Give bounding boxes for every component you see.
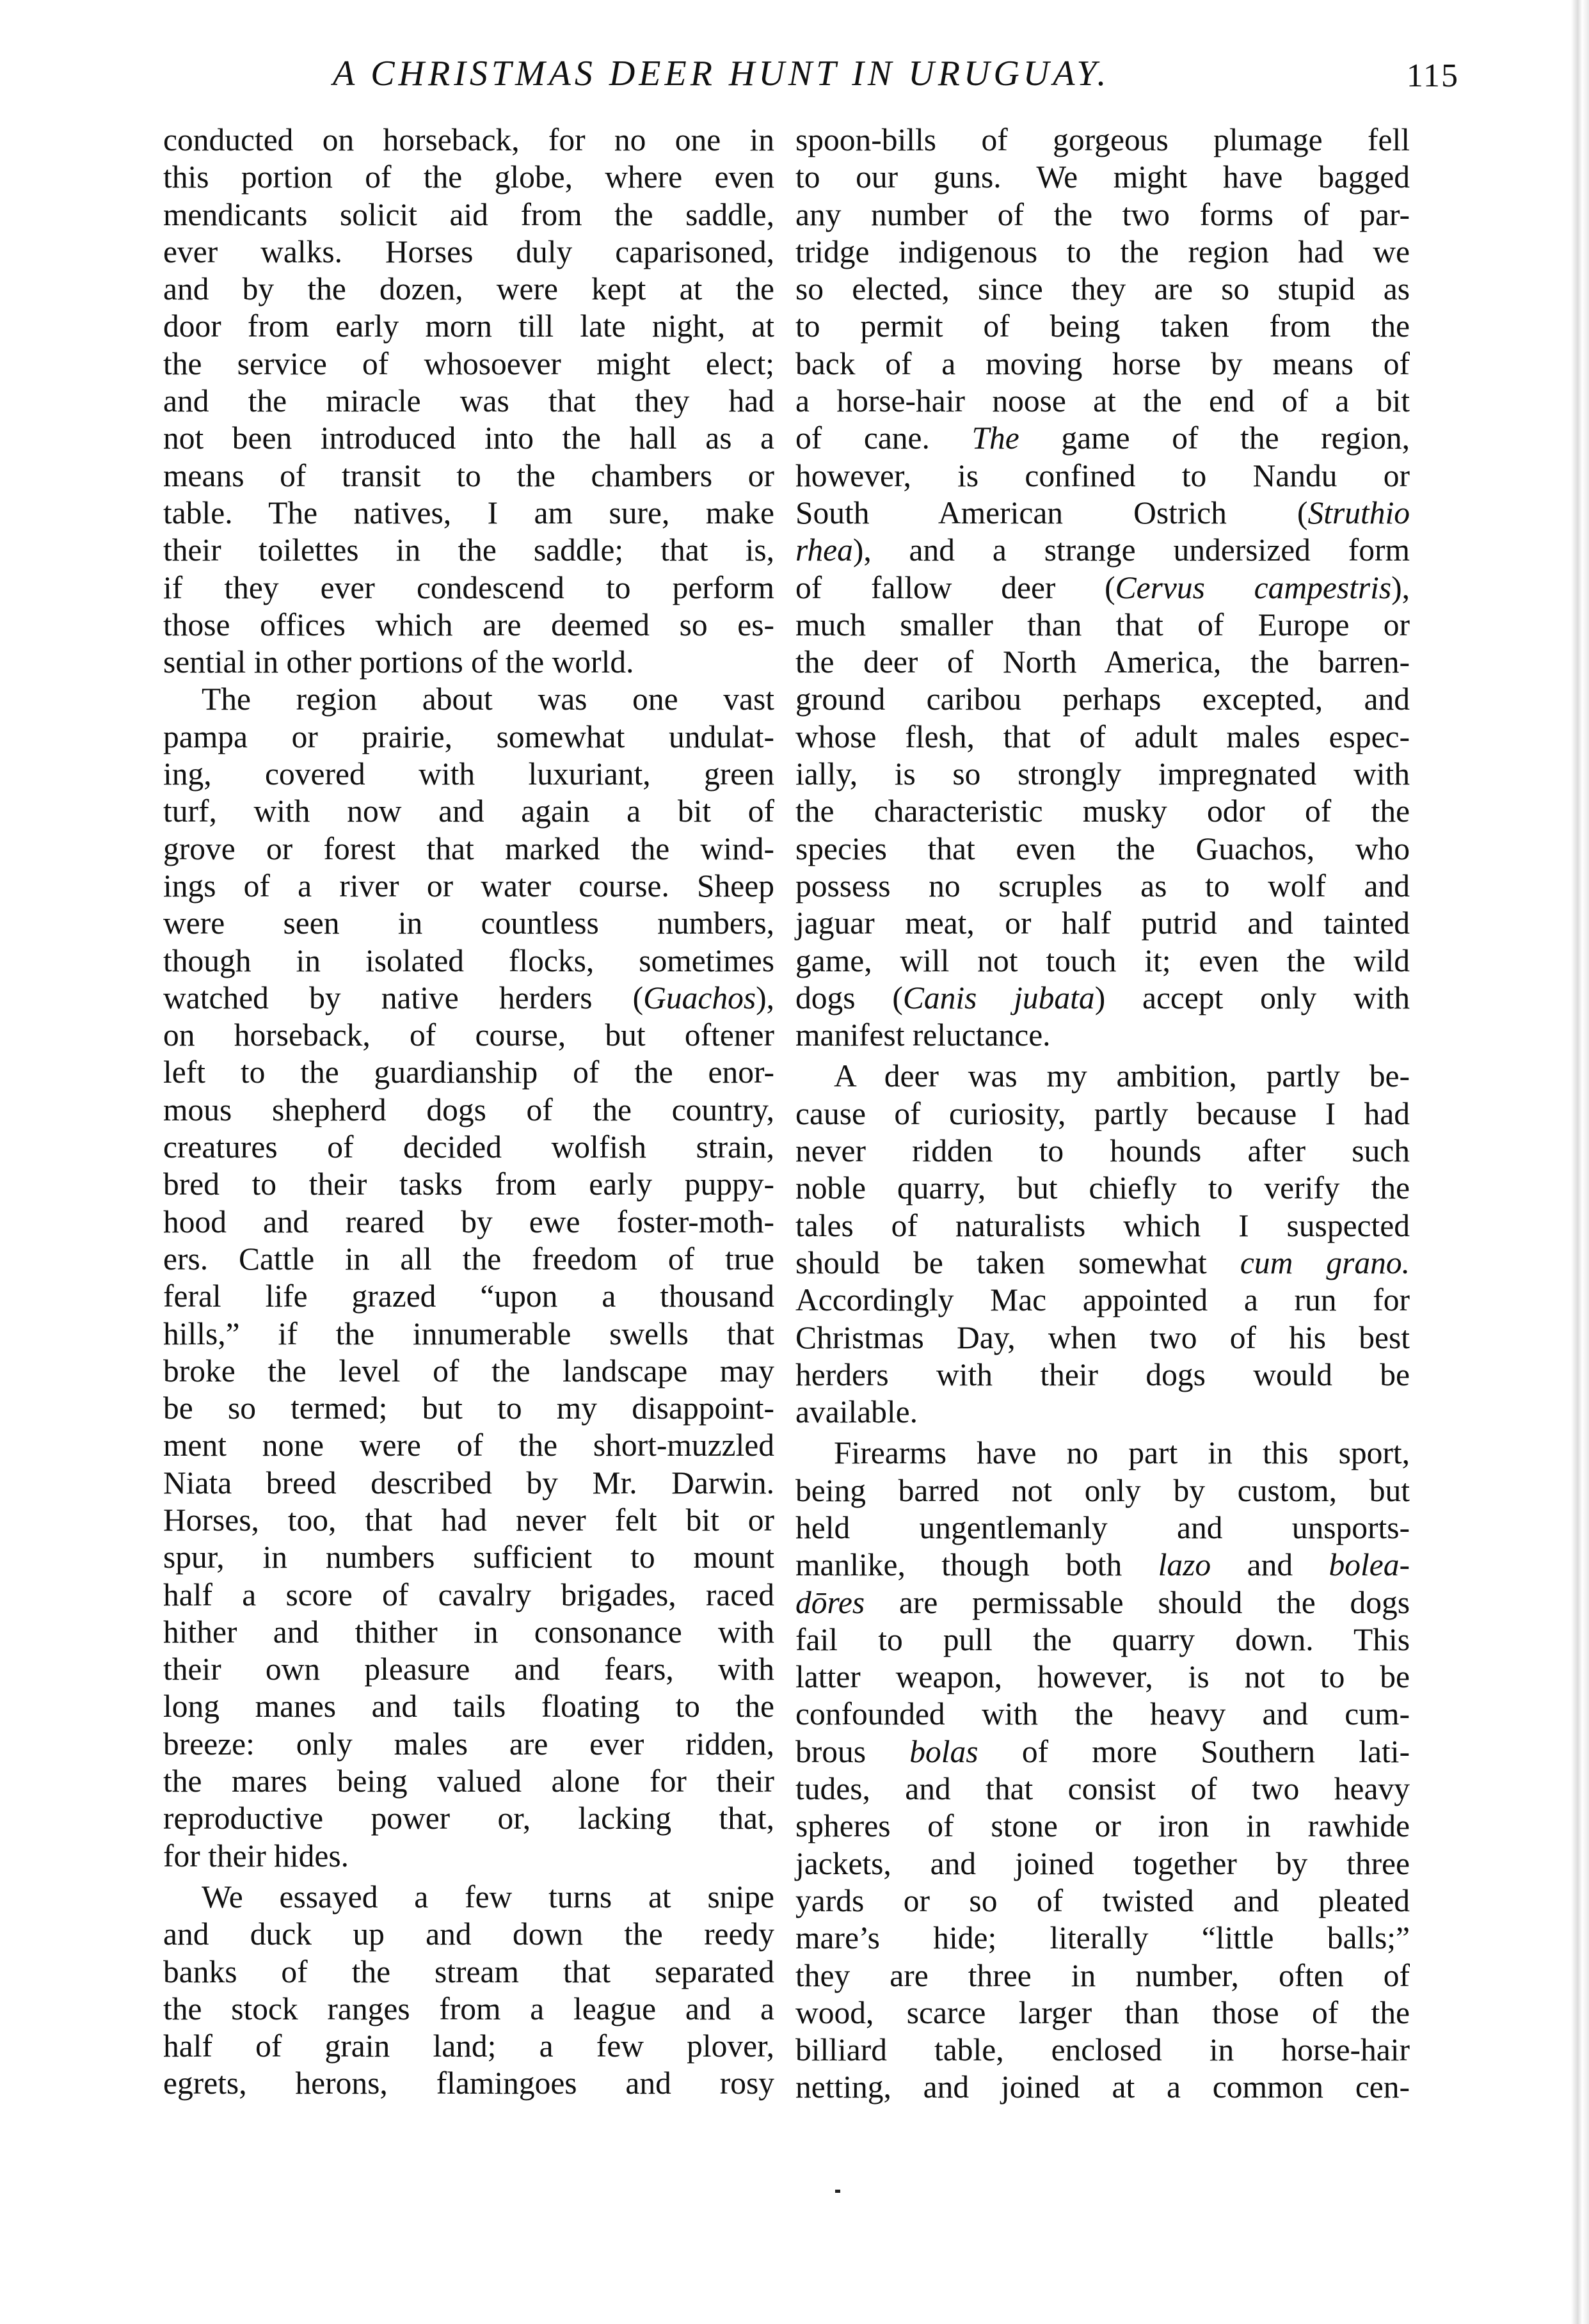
text-line: be so termed; but to my disappoint-	[163, 1390, 774, 1426]
text-line: We essayed a few turns at snipe	[202, 1879, 774, 1914]
text-line: table. The natives, I am sure, make	[163, 495, 774, 530]
text-line: to our guns. We might have bagged	[795, 159, 1410, 195]
text-line: ing, covered with luxuriant, green	[163, 756, 774, 792]
text-line: noble quarry, but chiefly to verify the	[795, 1170, 1410, 1206]
text-line: and duck up and down the reedy	[163, 1916, 774, 1952]
text-line: the service of whosoever might elect;	[163, 346, 774, 381]
text-line: cause of curiosity, partly because I had	[795, 1095, 1410, 1131]
text-line: to permit of being taken from the	[795, 308, 1410, 344]
text-line: ers. Cattle in all the freedom of true	[163, 1241, 774, 1277]
text-line: manifest reluctance.	[795, 1017, 1051, 1053]
text-line: The region about was one vast	[202, 681, 774, 717]
text-line: jackets, and joined together by three	[795, 1845, 1410, 1881]
text-line: left to the guardianship of the enor-	[163, 1055, 774, 1090]
text-line: pampa or prairie, somewhat undulat-	[163, 719, 774, 754]
text-line: spheres of stone or iron in rawhide	[795, 1808, 1410, 1844]
text-line: game, will not touch it; even the wild	[795, 943, 1410, 978]
text-line: spur, in numbers sufficient to mount	[163, 1540, 774, 1575]
text-line: back of a moving horse by means of	[795, 346, 1410, 381]
text-line: their toilettes in the saddle; that is,	[163, 532, 774, 568]
text-line: a horse-hair noose at the end of a bit	[795, 383, 1410, 419]
text-line: spoon-bills of gorgeous plumage fell	[795, 122, 1410, 157]
text-line: netting, and joined at a common cen-	[795, 2069, 1410, 2105]
text-line: though in isolated flocks, sometimes	[163, 943, 774, 978]
print-mark	[835, 2190, 840, 2193]
text-line: rhea), and a strange undersized form	[795, 532, 1410, 568]
text-line: billiard table, enclosed in horse-hair	[795, 2032, 1410, 2068]
text-line: the mares being valued alone for their	[163, 1763, 774, 1799]
text-line: not been introduced into the hall as a	[163, 420, 774, 456]
text-line: species that even the Guachos, who	[795, 831, 1410, 866]
scan-edge-shadow	[1544, 0, 1589, 2324]
text-line: available.	[795, 1394, 918, 1430]
page-number: 115	[1406, 58, 1459, 94]
text-line: reproductive power or, lacking that,	[163, 1801, 774, 1836]
right-column	[795, 122, 1410, 2106]
text-line: ground caribou perhaps excepted, and	[795, 681, 1410, 717]
text-line: half a score of cavalry brigades, raced	[163, 1577, 774, 1612]
text-line: much smaller than that of Europe or	[795, 607, 1410, 642]
text-line: ment none were of the short-muzzled	[163, 1428, 774, 1463]
paragraph-horseback	[163, 122, 774, 681]
text-line: for their hides.	[163, 1838, 349, 1874]
text-line: creatures of decided wolfish strain,	[163, 1129, 774, 1165]
text-line: whose flesh, that of adult males espec-	[795, 719, 1410, 754]
text-line: any number of the two forms of par-	[795, 196, 1410, 232]
text-line: hills,” if the innumerable swells that	[163, 1316, 774, 1351]
text-line: Christmas Day, when two of his best	[795, 1319, 1410, 1355]
text-line: hither and thither in consonance with	[163, 1614, 774, 1650]
text-line: mendicants solicit aid from the saddle,	[163, 196, 774, 232]
text-line: they are three in number, often of	[795, 1957, 1410, 1993]
text-line: ever walks. Horses duly caparisoned,	[163, 234, 774, 269]
text-line: however, is confined to Nandu or	[795, 458, 1410, 493]
text-line: confounded with the heavy and cum-	[795, 1696, 1410, 1732]
text-line: the stock ranges from a league and a	[163, 1991, 774, 2026]
text-line: long manes and tails floating to the	[163, 1689, 774, 1724]
text-line: banks of the stream that separated	[163, 1954, 774, 1989]
text-line: so elected, since they are so stupid as	[795, 271, 1410, 307]
text-line: Firearms have no part in this sport,	[834, 1435, 1410, 1471]
text-line: on horseback, of course, but oftener	[163, 1017, 774, 1053]
text-line: feral life grazed “upon a thousand	[163, 1278, 774, 1314]
text-line: latter weapon, however, is not to be	[795, 1659, 1410, 1695]
text-line: turf, with now and again a bit of	[163, 793, 774, 829]
text-line: mous shepherd dogs of the country,	[163, 1092, 774, 1127]
text-line: should be taken somewhat cum grano.	[795, 1245, 1410, 1280]
text-line: were seen in countless numbers,	[163, 905, 774, 941]
text-line: wood, scarce larger than those of the	[795, 1994, 1410, 2030]
text-line: if they ever condescend to perform	[163, 569, 774, 605]
running-header	[160, 45, 1459, 102]
text-line: their own pleasure and fears, with	[163, 1651, 774, 1687]
text-line: Horses, too, that had never felt bit or	[163, 1502, 774, 1538]
text-line: jaguar meat, or half putrid and tainted	[795, 905, 1410, 941]
text-line: half of grain land; a few plover,	[163, 2028, 774, 2064]
text-line: Niata breed described by Mr. Darwin.	[163, 1465, 774, 1500]
text-line: tridge indigenous to the region had we	[795, 234, 1410, 269]
text-line: ially, is so strongly impregnated with	[795, 756, 1410, 792]
text-line: of cane. The game of the region,	[795, 420, 1410, 456]
text-line: and by the dozen, were kept at the	[163, 271, 774, 307]
text-line: fail to pull the quarry down. This	[795, 1621, 1410, 1657]
paragraph-region	[163, 681, 774, 1875]
text-line: conducted on horseback, for no one in	[163, 122, 774, 157]
text-line: breeze: only males are ever ridden,	[163, 1726, 774, 1762]
text-line: egrets, herons, flamingoes and rosy	[163, 2065, 774, 2101]
text-line: bred to their tasks from early puppy-	[163, 1166, 774, 1202]
text-line: broke the level of the landscape may	[163, 1353, 774, 1389]
text-line: the characteristic musky odor of the	[795, 793, 1410, 829]
text-line: herders with their dogs would be	[795, 1357, 1410, 1392]
text-line: dōres are permissable should the dogs	[795, 1584, 1410, 1620]
text-line: brous bolas of more Southern lati-	[795, 1733, 1410, 1769]
text-line: possess no scruples as to wolf and	[795, 868, 1410, 903]
text-line: watched by native herders (Guachos),	[163, 980, 774, 1015]
text-line: sential in other portions of the world.	[163, 644, 634, 680]
text-line: manlike, though both lazo and bolea-	[795, 1547, 1410, 1583]
text-line: mare’s hide; literally “little balls;”	[795, 1920, 1410, 1956]
text-line: never ridden to hounds after such	[795, 1133, 1410, 1169]
text-line: tales of naturalists which I suspected	[795, 1207, 1410, 1243]
text-line: A deer was my ambition, partly be-	[834, 1058, 1410, 1094]
paragraph-game	[795, 122, 1410, 1054]
paragraph-firearms	[795, 1435, 1410, 2106]
text-line: being barred not only by custom, but	[795, 1472, 1410, 1508]
text-line: South American Ostrich (Struthio	[795, 495, 1410, 530]
text-line: hood and reared by ewe foster-moth-	[163, 1204, 774, 1239]
text-line: Accordingly Mac appointed a run for	[795, 1282, 1410, 1318]
paragraph-ambition	[795, 1058, 1410, 1431]
text-line: this portion of the globe, where even	[163, 159, 774, 195]
text-line: and the miracle was that they had	[163, 383, 774, 419]
text-line: of fallow deer (Cervus campestris),	[795, 569, 1410, 605]
paragraph-snipe	[163, 1879, 774, 2103]
text-line: means of transit to the chambers or	[163, 458, 774, 493]
text-line: tudes, and that consist of two heavy	[795, 1771, 1410, 1807]
text-line: dogs (Canis jubata) accept only with	[795, 980, 1410, 1015]
running-title: A CHRISTMAS DEER HUNT IN URUGUAY.	[333, 54, 1110, 93]
text-line: grove or forest that marked the wind-	[163, 831, 774, 866]
text-line: ings of a river or water course. Sheep	[163, 868, 774, 903]
text-line: the deer of North America, the barren-	[795, 644, 1410, 680]
text-line: held ungentlemanly and unsports-	[795, 1509, 1410, 1545]
text-line: door from early morn till late night, at	[163, 308, 774, 344]
text-line: those offices which are deemed so es-	[163, 607, 774, 642]
left-column	[163, 122, 774, 2103]
text-line: yards or so of twisted and pleated	[795, 1882, 1410, 1918]
